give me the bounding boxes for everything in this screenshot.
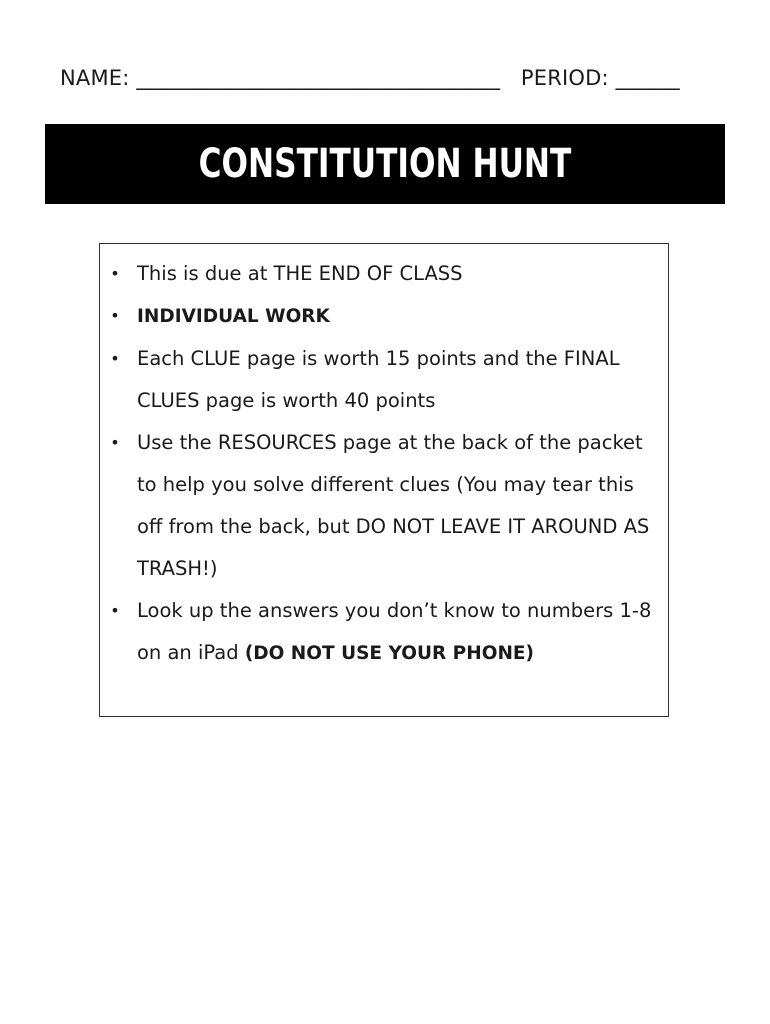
student-info-line xyxy=(60,64,712,92)
page-title: CONSTITUTION HUNT xyxy=(198,141,572,187)
instruction-item-due xyxy=(109,253,657,295)
instruction-item-ipad xyxy=(109,590,657,675)
instruction-text: Use the RESOURCES page at the back of the packet to help you solve different clues (You may tear this off from the back, but DO NOT LEAVE IT AROUND AS TRASH!) xyxy=(137,431,650,580)
name-field-label: NAME: __________________________________ xyxy=(60,66,501,90)
instruction-bold-text: (DO NOT USE YOUR PHONE) xyxy=(244,643,535,664)
instructions-list xyxy=(109,253,657,675)
instructions-box xyxy=(99,243,669,717)
instruction-item-individual xyxy=(109,295,657,338)
bullet-icon: • xyxy=(110,264,120,283)
bullet-icon: • xyxy=(110,601,120,620)
instruction-text: Each CLUE page is worth 15 points and the FINAL CLUES page is worth 40 points xyxy=(137,347,620,412)
bullet-icon: • xyxy=(110,306,120,325)
bullet-icon: • xyxy=(110,349,120,368)
instruction-bold-text: INDIVIDUAL WORK xyxy=(137,306,330,327)
instruction-item-points xyxy=(109,338,657,422)
bullet-icon: • xyxy=(110,433,120,452)
instruction-text: This is due at THE END OF CLASS xyxy=(137,262,463,285)
instruction-item-resources xyxy=(109,422,657,590)
instruction-text: Look up the answers you don’t know to numbers 1-8 on an iPad xyxy=(137,599,652,664)
period-field-label: PERIOD: ______ xyxy=(520,66,680,90)
title-banner xyxy=(45,124,725,204)
